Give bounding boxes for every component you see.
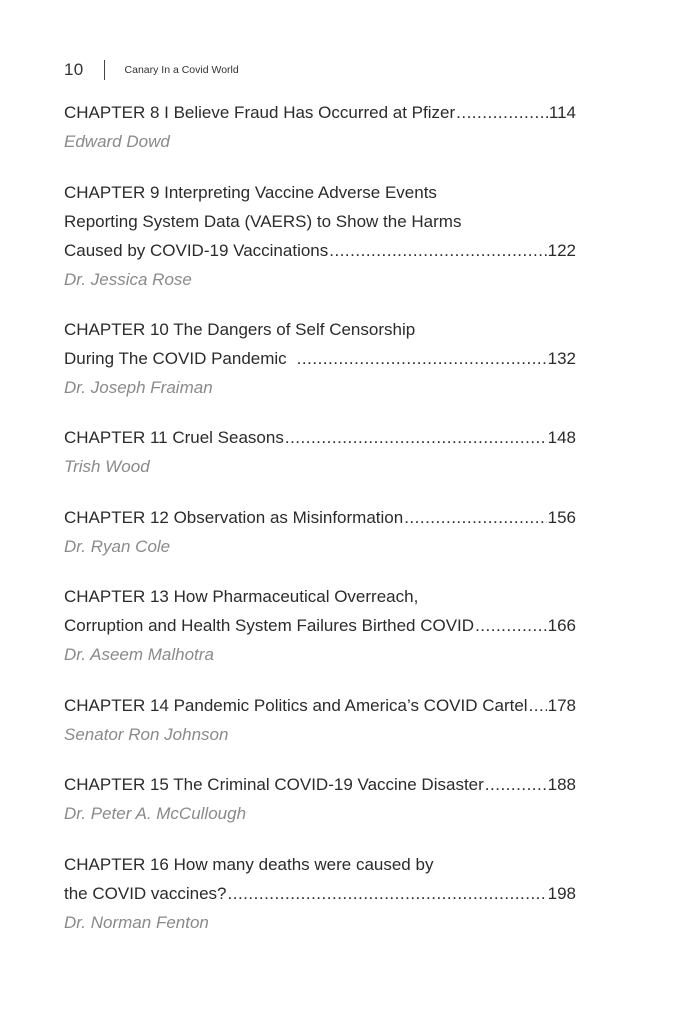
toc-entry-chapter-8 (64, 98, 576, 157)
toc-line (64, 236, 576, 265)
chapter-page-number: 122 (547, 241, 576, 260)
toc-entry-chapter-13 (64, 582, 576, 670)
chapter-title: CHAPTER 12 Observation as Misinformation (64, 508, 404, 527)
chapter-title: CHAPTER 10 The Dangers of Self Censorship (64, 320, 416, 339)
chapter-title: Corruption and Health System Failures Birthed COVID (64, 616, 475, 635)
toc-line (64, 582, 576, 611)
toc-line (64, 344, 576, 373)
chapter-author: Edward Dowd (64, 132, 170, 151)
toc-line (64, 423, 576, 452)
dot-leader (456, 98, 548, 127)
page-number: 10 (64, 60, 84, 79)
toc-line (64, 98, 576, 127)
chapter-author: Senator Ron Johnson (64, 725, 229, 744)
chapter-page-number: 156 (547, 508, 576, 527)
toc-entry-chapter-11 (64, 423, 576, 482)
chapter-author: Dr. Peter A. McCullough (64, 804, 247, 823)
chapter-title: During The COVID Pandemic (64, 349, 287, 368)
chapter-page-number: 148 (547, 428, 576, 447)
toc-line (64, 691, 576, 720)
dot-leader (329, 236, 546, 265)
toc-line (64, 178, 576, 207)
chapter-author: Dr. Jessica Rose (64, 270, 192, 289)
chapter-page-number: 166 (547, 616, 576, 635)
dot-leader (297, 344, 547, 373)
chapter-page-number: 178 (547, 696, 576, 715)
chapter-title: CHAPTER 8 I Believe Fraud Has Occurred at Pfizer (64, 103, 456, 122)
toc-line (64, 611, 576, 640)
chapter-title: CHAPTER 11 Cruel Seasons (64, 428, 284, 447)
toc-entry-chapter-15 (64, 770, 576, 829)
chapter-author: Dr. Joseph Fraiman (64, 378, 213, 397)
chapter-author: Dr. Ryan Cole (64, 537, 171, 556)
chapter-page-number: 188 (547, 775, 576, 794)
page-header (64, 58, 239, 82)
chapter-author: Trish Wood (64, 457, 150, 476)
chapter-page-number: 132 (547, 349, 576, 368)
toc-line (64, 315, 576, 344)
dot-leader (485, 770, 547, 799)
dot-leader (228, 879, 547, 908)
chapter-author: Dr. Norman Fenton (64, 913, 209, 932)
toc-entry-chapter-12 (64, 503, 576, 562)
chapter-title: CHAPTER 16 How many deaths were caused by (64, 855, 434, 874)
toc-line (64, 503, 576, 532)
dot-leader (285, 423, 547, 452)
chapter-author: Dr. Aseem Malhotra (64, 645, 214, 664)
toc-entry-chapter-9 (64, 178, 576, 295)
toc-line (64, 207, 576, 236)
chapter-page-number: 114 (548, 103, 576, 122)
chapter-title: CHAPTER 15 The Criminal COVID-19 Vaccine Disaster (64, 775, 484, 794)
chapter-title: Caused by COVID-19 Vaccinations (64, 241, 329, 260)
dot-leader (529, 691, 547, 720)
chapter-title: CHAPTER 9 Interpreting Vaccine Adverse Events (64, 183, 437, 202)
header-divider (104, 60, 105, 80)
toc-line (64, 770, 576, 799)
toc-line (64, 879, 576, 908)
chapter-page-number: 198 (547, 884, 576, 903)
chapter-title: the COVID vaccines? (64, 884, 227, 903)
toc-entry-chapter-16 (64, 850, 576, 938)
toc-line (64, 850, 576, 879)
chapter-title: Reporting System Data (VAERS) to Show the Harms (64, 212, 462, 231)
dot-leader (404, 503, 546, 532)
running-title: Canary In a Covid World (124, 64, 239, 76)
chapter-title: CHAPTER 14 Pandemic Politics and America’s COVID Cartel (64, 696, 528, 715)
toc-entry-chapter-10 (64, 315, 576, 403)
chapter-title: CHAPTER 13 How Pharmaceutical Overreach, (64, 587, 419, 606)
dot-leader (475, 611, 547, 640)
toc-entry-chapter-14 (64, 691, 576, 750)
